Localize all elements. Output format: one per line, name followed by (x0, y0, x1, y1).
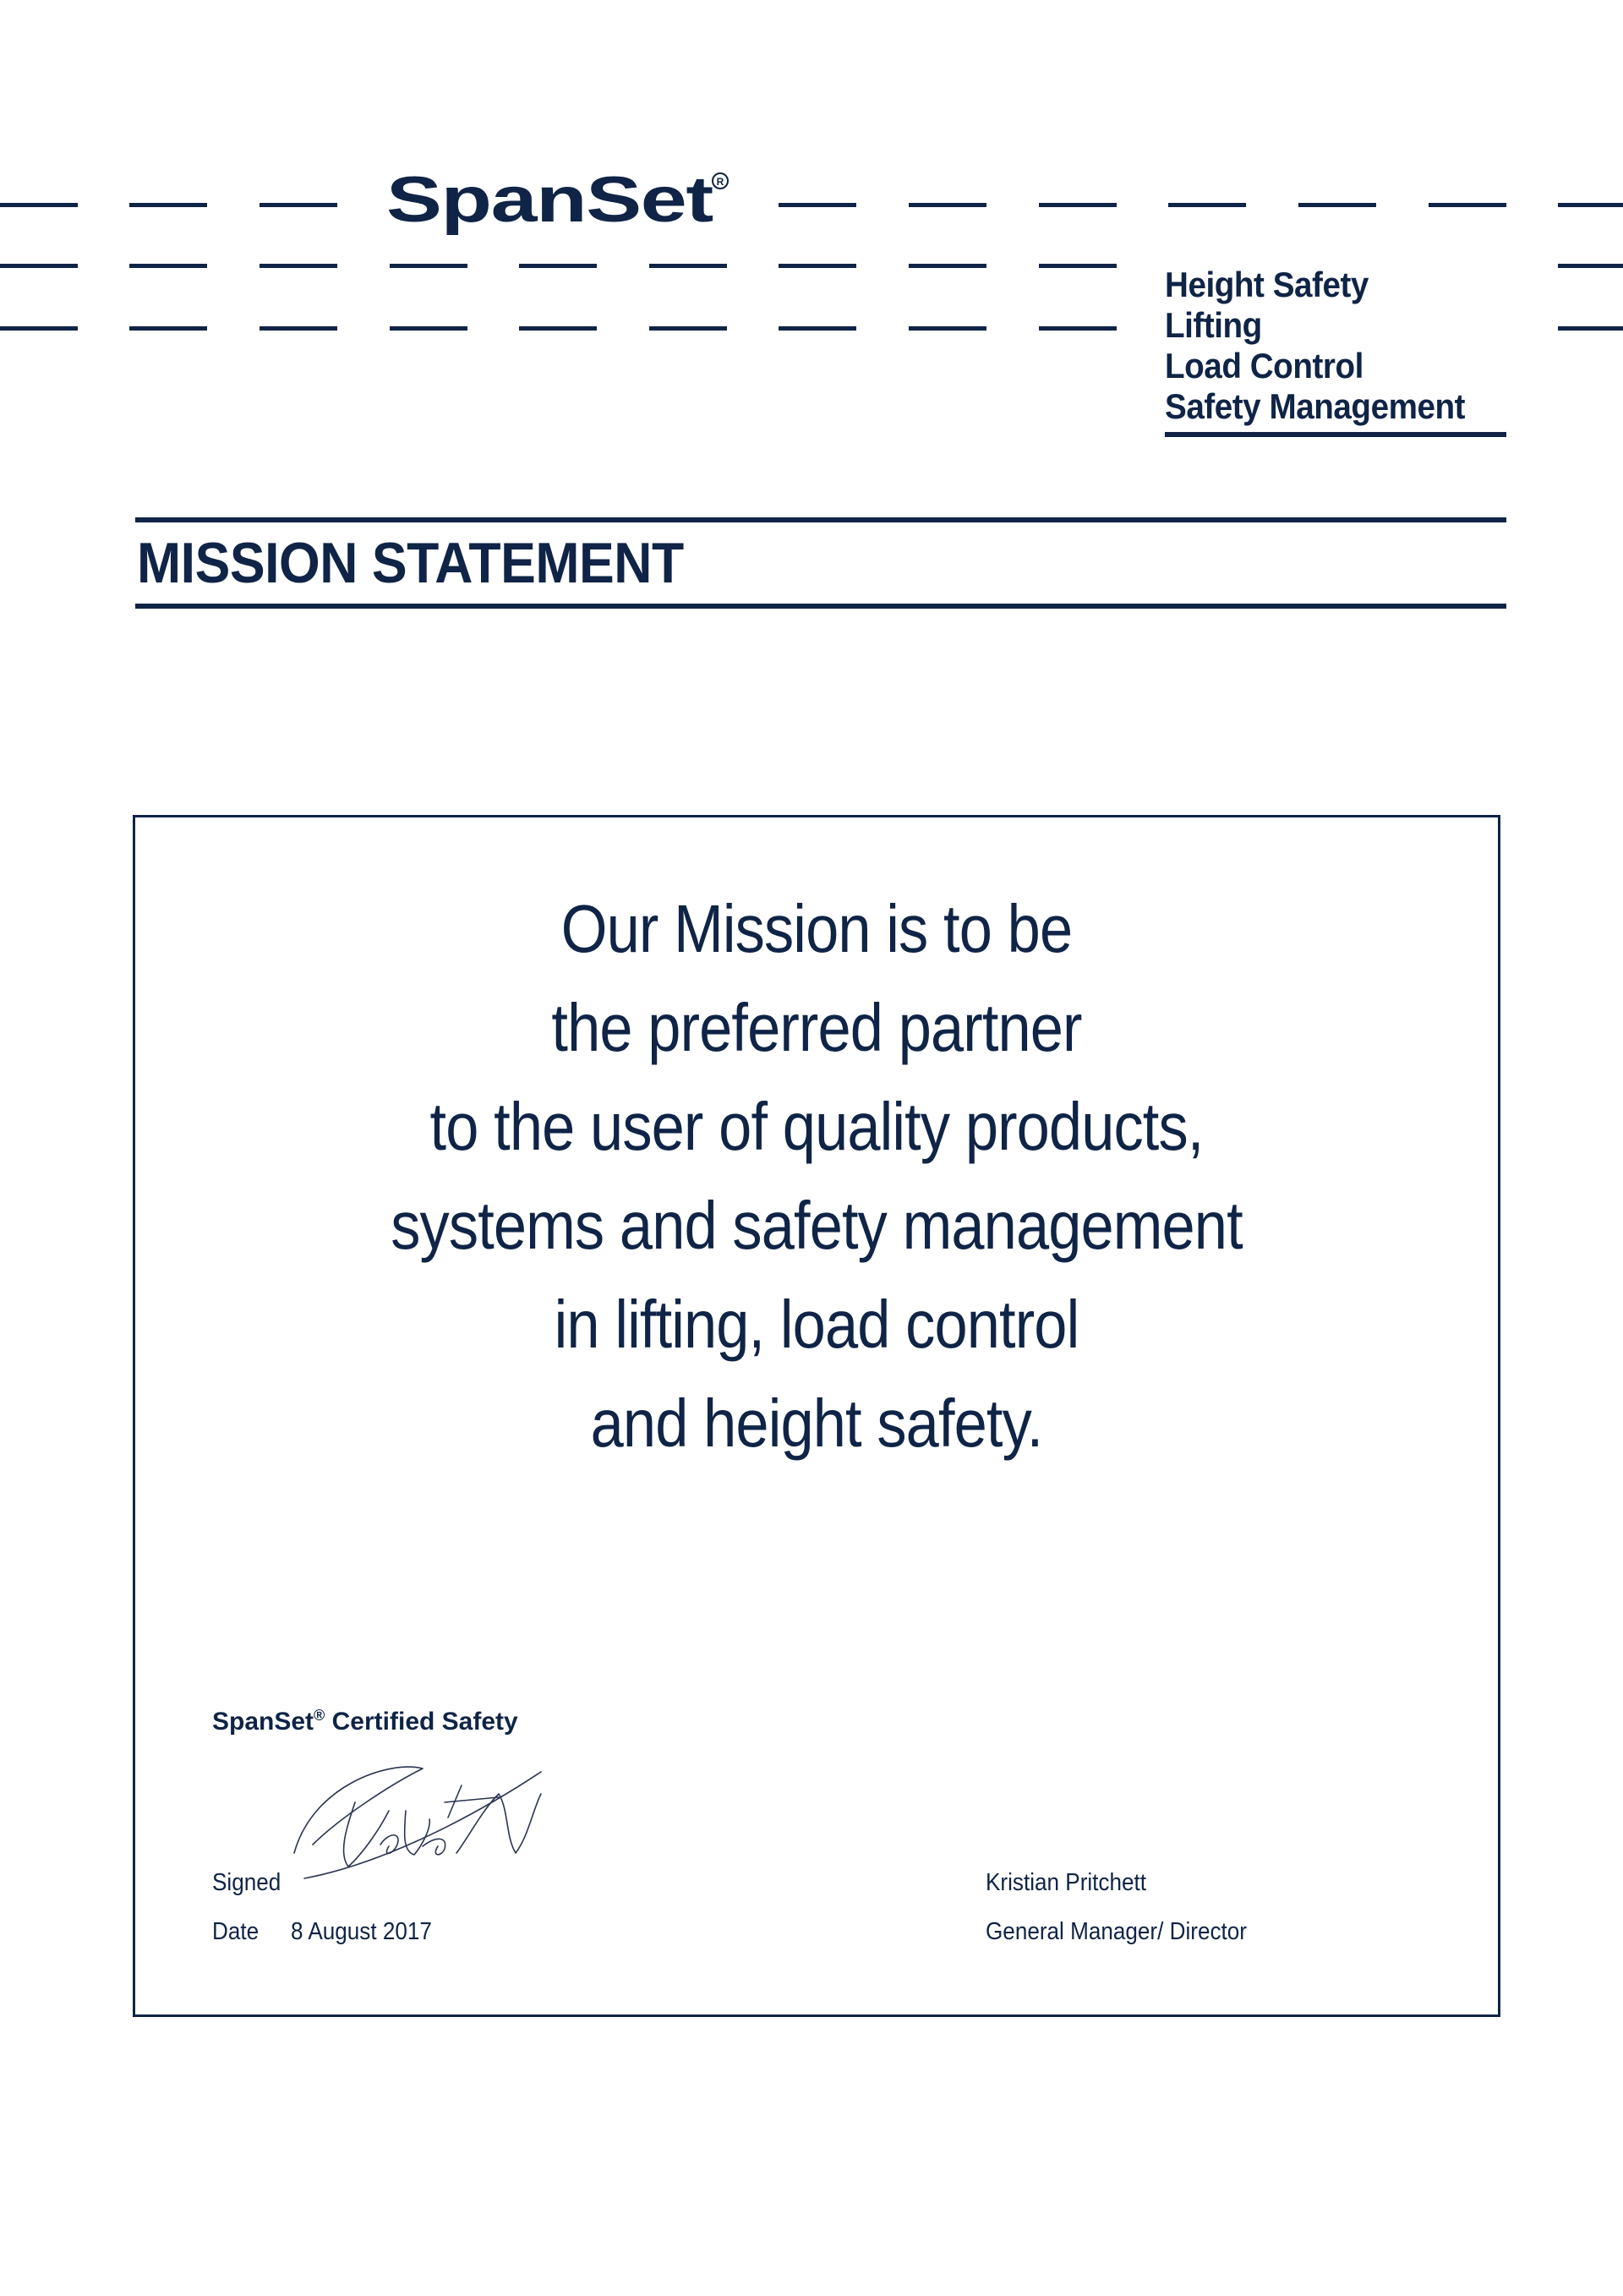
svg-text:R: R (716, 176, 724, 188)
certified-text: Certified Safety (331, 1708, 518, 1736)
mission-line: in lifting, load control (554, 1287, 1079, 1362)
svg-text:SpanSet: SpanSet (386, 169, 713, 236)
date-value: 8 August 2017 (291, 1918, 432, 1945)
spanset-logo (385, 169, 731, 249)
date-label: Date (212, 1918, 260, 1945)
signer-role: General Manager/ Director (986, 1918, 1247, 1945)
certified-brand: SpanSet (212, 1708, 314, 1736)
signed-label: Signed (212, 1869, 281, 1896)
handwritten-signature (287, 1752, 549, 1887)
page-title: MISSION STATEMENT (137, 531, 684, 595)
mission-line: to the user of quality products, (429, 1089, 1204, 1164)
services-list (1165, 265, 1506, 437)
title-band (135, 517, 1506, 609)
signer-name: Kristian Pritchett (986, 1869, 1147, 1896)
mission-text (0, 879, 1623, 1473)
service-item: Safety Management (1165, 386, 1466, 426)
mission-line: and height safety. (590, 1386, 1043, 1461)
service-item: Load Control (1165, 346, 1363, 385)
mission-line: the preferred partner (551, 990, 1082, 1065)
certified-safety-label (212, 1707, 518, 1737)
mission-line: Our Mission is to be (560, 891, 1073, 966)
registered-mark: ® (314, 1707, 325, 1724)
service-item: Lifting (1165, 305, 1262, 345)
service-item: Height Safety (1165, 265, 1369, 304)
mission-line: systems and safety management (391, 1188, 1243, 1263)
header-dash-row-1 (0, 203, 1623, 208)
